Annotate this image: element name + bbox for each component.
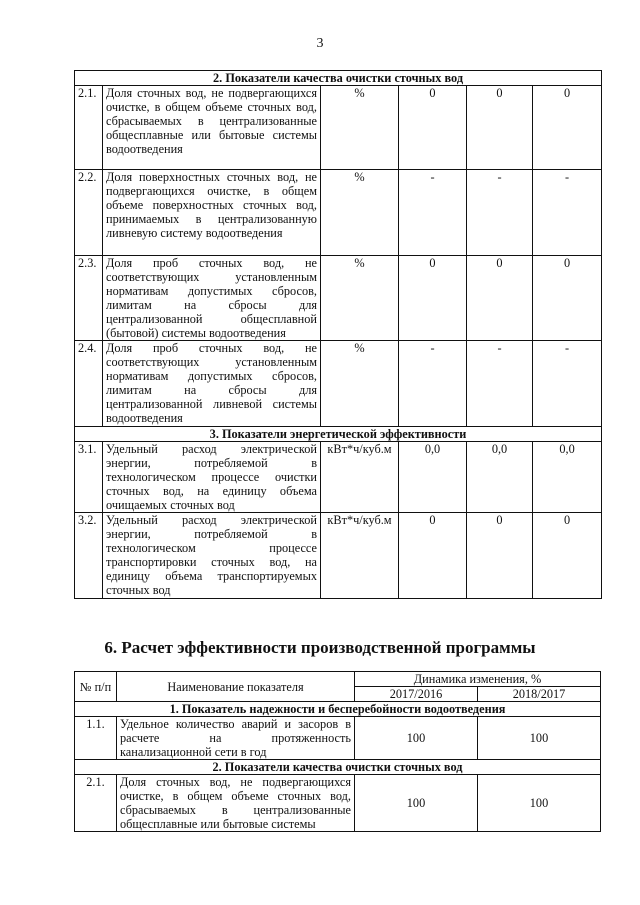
indicator-name: Удельное количество аварий и засоров в расчете на протяженность канализационной сети в год [117,717,355,760]
row-number: 2.1. [75,86,103,170]
section-row [75,71,602,86]
value-2: - [467,341,533,427]
value-3: 0 [533,86,602,170]
value-2: 0 [467,513,533,599]
page-number: 3 [316,36,324,51]
value-1: 0,0 [399,442,467,513]
header-col2: 2018/2017 [478,687,601,702]
value-2: - [467,170,533,256]
value-1: - [399,170,467,256]
section-row [75,427,602,442]
value-3: 0 [533,513,602,599]
value-3: 0 [533,256,602,341]
table-row [75,442,602,513]
value-1: 0 [399,86,467,170]
unit: кВт*ч/куб.м [321,513,399,599]
section-row [75,702,601,717]
section-6-heading: 6. Расчет эффективности производственной программы [104,638,536,657]
table-row [75,256,602,341]
row-number: 2.3. [75,256,103,341]
efficiency-table [74,671,601,832]
indicators-table [74,70,602,599]
unit: % [321,170,399,256]
indicator-name: Удельный расход электрической энергии, потребляемой в технологическом процессе очистки сточных вод, на единицу объема очищаемых сточных вод [103,442,321,513]
unit: кВт*ч/куб.м [321,442,399,513]
table-row [75,717,601,760]
section-title: 2. Показатели качества очистки сточных вод [75,760,601,775]
header-dynamics: Динамика изменения, % [355,672,601,687]
table-row [75,86,602,170]
value-1: 0 [399,256,467,341]
value-2: 0,0 [467,442,533,513]
indicator-name: Доля проб сточных вод, не соответствующих установленным нормативам допустимых сбросов, лимитам на сбросы для централизованной общесплавной (бытовой) системы водоотведения [103,256,321,341]
indicator-name: Доля сточных вод, не подвергающихся очистке, в общем объеме сточных вод, сбрасываемых в централизованные общесплавные или бытовые системы водоотведения [103,86,321,170]
header-name: Наименование показателя [117,672,355,702]
table-header-row [75,672,601,687]
value-2: 0 [467,86,533,170]
indicator-name: Удельный расход электрической энергии, потребляемой в технологическом процессе транспортировки сточных вод, на единицу объема транспортируемых сточных вод [103,513,321,599]
indicator-name: Доля проб сточных вод, не соответствующих установленным нормативам допустимых сбросов, лимитам на сбросы для централизованной ливневой системы водоотведения [103,341,321,427]
indicator-name: Доля сточных вод, не подвергающихся очистке, в общем объеме сточных вод, сбрасываемых в централизованные общесплавные или бытовые системы [117,775,355,832]
value-1: - [399,341,467,427]
value-1: 100 [355,775,478,832]
table-row [75,775,601,832]
row-number: 1.1. [75,717,117,760]
section-title: 1. Показатель надежности и бесперебойности водоотведения [75,702,601,717]
value-2: 100 [478,717,601,760]
value-3: - [533,170,602,256]
unit: % [321,86,399,170]
table-row [75,170,602,256]
row-number: 2.4. [75,341,103,427]
section-title: 3. Показатели энергетической эффективности [75,427,602,442]
indicator-name: Доля поверхностных сточных вод, не подвергающихся очистке, в общем объеме поверхностных сточных вод, принимаемых в централизованную ливневую систему водоотведения [103,170,321,256]
header-num: № п/п [75,672,117,702]
row-number: 3.1. [75,442,103,513]
unit: % [321,256,399,341]
unit: % [321,341,399,427]
section-title: 2. Показатели качества очистки сточных вод [75,71,602,86]
value-2: 0 [467,256,533,341]
row-number: 3.2. [75,513,103,599]
value-1: 0 [399,513,467,599]
row-number: 2.1. [75,775,117,832]
value-2: 100 [478,775,601,832]
header-col1: 2017/2016 [355,687,478,702]
section-row [75,760,601,775]
table-row [75,513,602,599]
value-3: - [533,341,602,427]
value-1: 100 [355,717,478,760]
table-row [75,341,602,427]
value-3: 0,0 [533,442,602,513]
row-number: 2.2. [75,170,103,256]
